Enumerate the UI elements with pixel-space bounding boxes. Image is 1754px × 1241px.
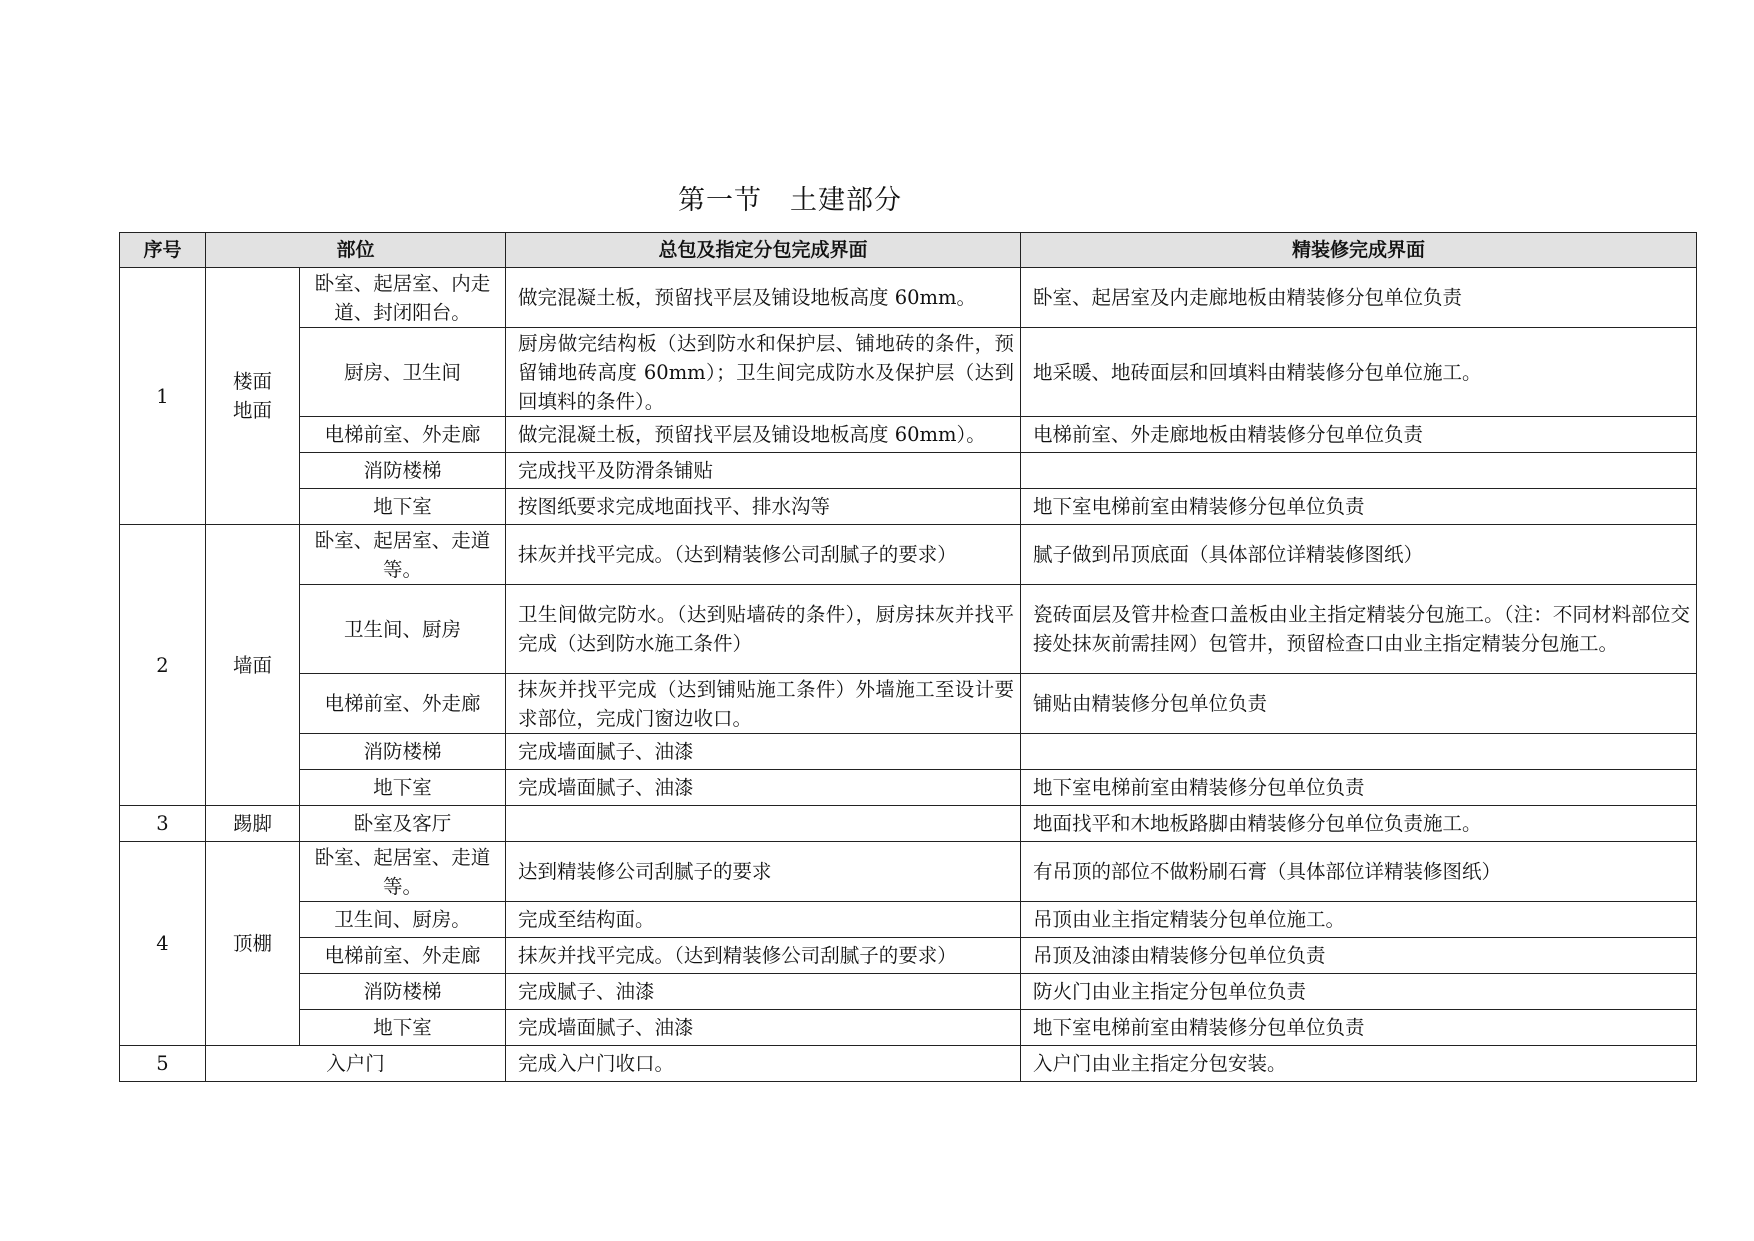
row-general: 完成墙面腻子、油漆 xyxy=(506,1010,1021,1046)
row-location: 厨房、卫生间 xyxy=(300,328,506,417)
row-finish: 瓷砖面层及管井检查口盖板由业主指定精装分包施工。（注：不同材料部位交接处抹灰前需挂网）包管井，预留检查口由业主指定精装分包施工。 xyxy=(1021,585,1697,674)
row-general: 完成墙面腻子、油漆 xyxy=(506,734,1021,770)
header-general: 总包及指定分包完成界面 xyxy=(506,233,1021,268)
table-row xyxy=(120,974,1697,1010)
row-location: 电梯前室、外走廊 xyxy=(300,674,506,734)
table-row xyxy=(120,417,1697,453)
row-part: 墙面 xyxy=(206,525,300,806)
row-location: 消防楼梯 xyxy=(300,453,506,489)
row-general: 厨房做完结构板（达到防水和保护层、铺地砖的条件，预留铺地砖高度 60mm）；卫生间完成防水及保护层（达到回填料的条件）。 xyxy=(506,328,1021,417)
row-finish: 铺贴由精装修分包单位负责 xyxy=(1021,674,1697,734)
row-finish: 地下室电梯前室由精装修分包单位负责 xyxy=(1021,489,1697,525)
row-general xyxy=(506,806,1021,842)
row-finish: 入户门由业主指定分包安装。 xyxy=(1021,1046,1697,1082)
row-part: 踢脚 xyxy=(206,806,300,842)
row-finish: 吊顶及油漆由精装修分包单位负责 xyxy=(1021,938,1697,974)
row-general: 完成墙面腻子、油漆 xyxy=(506,770,1021,806)
table-row xyxy=(120,585,1697,674)
row-general: 完成腻子、油漆 xyxy=(506,974,1021,1010)
row-seq: 3 xyxy=(120,806,206,842)
table-row xyxy=(120,268,1697,328)
header-row xyxy=(120,233,1697,268)
table-row xyxy=(120,1046,1697,1082)
row-finish: 地采暖、地砖面层和回填料由精装修分包单位施工。 xyxy=(1021,328,1697,417)
row-general: 抹灰并找平完成。（达到精装修公司刮腻子的要求） xyxy=(506,938,1021,974)
row-finish: 地下室电梯前室由精装修分包单位负责 xyxy=(1021,770,1697,806)
row-finish: 电梯前室、外走廊地板由精装修分包单位负责 xyxy=(1021,417,1697,453)
row-location: 消防楼梯 xyxy=(300,974,506,1010)
row-finish xyxy=(1021,734,1697,770)
table-row xyxy=(120,938,1697,974)
table-row xyxy=(120,1010,1697,1046)
row-location: 卫生间、厨房 xyxy=(300,585,506,674)
row-location: 地下室 xyxy=(300,489,506,525)
row-finish: 地下室电梯前室由精装修分包单位负责 xyxy=(1021,1010,1697,1046)
table-row xyxy=(120,525,1697,585)
page-title: 第一节 土建部分 xyxy=(678,185,902,216)
table-row xyxy=(120,489,1697,525)
row-finish: 防火门由业主指定分包单位负责 xyxy=(1021,974,1697,1010)
row-general: 抹灰并找平完成（达到铺贴施工条件）外墙施工至设计要求部位，完成门窗边收口。 xyxy=(506,674,1021,734)
row-general: 达到精装修公司刮腻子的要求 xyxy=(506,842,1021,902)
row-location: 卫生间、厨房。 xyxy=(300,902,506,938)
header-seq: 序号 xyxy=(120,233,206,268)
table-row xyxy=(120,328,1697,417)
table-row xyxy=(120,806,1697,842)
row-location: 电梯前室、外走廊 xyxy=(300,938,506,974)
row-location: 消防楼梯 xyxy=(300,734,506,770)
table-row xyxy=(120,842,1697,902)
row-finish: 腻子做到吊顶底面（具体部位详精装修图纸） xyxy=(1021,525,1697,585)
row-location: 卧室、起居室、走道等。 xyxy=(300,525,506,585)
row-part: 楼面 地面 xyxy=(206,268,300,525)
row-seq: 5 xyxy=(120,1046,206,1082)
row-general: 完成找平及防滑条铺贴 xyxy=(506,453,1021,489)
row-finish: 有吊顶的部位不做粉刷石膏（具体部位详精装修图纸） xyxy=(1021,842,1697,902)
row-location: 地下室 xyxy=(300,1010,506,1046)
row-general: 按图纸要求完成地面找平、排水沟等 xyxy=(506,489,1021,525)
row-location: 地下室 xyxy=(300,770,506,806)
row-general: 完成至结构面。 xyxy=(506,902,1021,938)
row-seq: 2 xyxy=(120,525,206,806)
table-row xyxy=(120,734,1697,770)
row-general: 卫生间做完防水。（达到贴墙砖的条件），厨房抹灰并找平完成（达到防水施工条件） xyxy=(506,585,1021,674)
row-finish: 地面找平和木地板路脚由精装修分包单位负责施工。 xyxy=(1021,806,1697,842)
row-finish xyxy=(1021,453,1697,489)
scope-table xyxy=(119,232,1697,1082)
row-part: 入户门 xyxy=(206,1046,506,1082)
row-general: 做完混凝土板，预留找平层及铺设地板高度 60mm。 xyxy=(506,268,1021,328)
row-general: 做完混凝土板，预留找平层及铺设地板高度 60mm）。 xyxy=(506,417,1021,453)
row-finish: 吊顶由业主指定精装分包单位施工。 xyxy=(1021,902,1697,938)
table-row xyxy=(120,770,1697,806)
row-finish: 卧室、起居室及内走廊地板由精装修分包单位负责 xyxy=(1021,268,1697,328)
row-location: 电梯前室、外走廊 xyxy=(300,417,506,453)
table-row xyxy=(120,902,1697,938)
row-seq: 1 xyxy=(120,268,206,525)
table-row xyxy=(120,453,1697,489)
row-location: 卧室、起居室、走道等。 xyxy=(300,842,506,902)
row-part: 顶棚 xyxy=(206,842,300,1046)
table-row xyxy=(120,674,1697,734)
row-general: 抹灰并找平完成。（达到精装修公司刮腻子的要求） xyxy=(506,525,1021,585)
header-part: 部位 xyxy=(206,233,506,268)
row-general: 完成入户门收口。 xyxy=(506,1046,1021,1082)
header-finish: 精装修完成界面 xyxy=(1021,233,1697,268)
row-location: 卧室及客厅 xyxy=(300,806,506,842)
row-seq: 4 xyxy=(120,842,206,1046)
row-location: 卧室、起居室、内走道、封闭阳台。 xyxy=(300,268,506,328)
